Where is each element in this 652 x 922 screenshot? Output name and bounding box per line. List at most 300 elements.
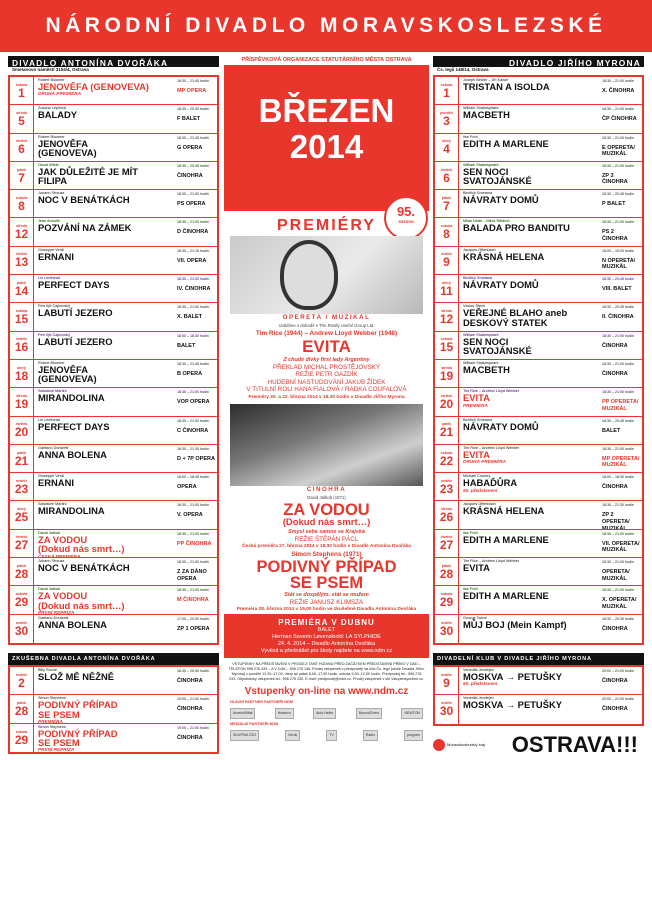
event-time: 16:00 – 19:00 hodin [602,248,634,253]
event-date [10,501,34,528]
event-row[interactable] [435,445,642,473]
event-row[interactable] [10,445,217,473]
event-row[interactable] [10,558,217,586]
event-genre: F BALET [177,116,201,123]
event-time: 18:30 – 21:45 hodin [177,79,209,83]
event-title: ZA VODOU [38,533,88,545]
event-time: 20:00 – 21:00 hodin [602,668,634,673]
event-date [435,530,459,557]
event-row[interactable] [10,303,217,331]
premieres-heading: PREMIÉRY [277,217,376,234]
event-row[interactable] [10,615,217,643]
event-date [10,530,34,557]
event-body [459,360,642,387]
event-title-2: FILIPA [38,175,67,187]
event-title-2: SVATOJÁNSKÉ [463,345,532,357]
event-row[interactable] [435,417,642,445]
event-time: 16:00 – 18:30 hodin [602,475,634,480]
event-row[interactable] [10,134,217,162]
weekday: středa [441,507,452,512]
day-number: 14 [14,283,29,298]
april-note: Vyvěsit a přednášet pro školy najdete na www.ndm.cz [260,648,393,655]
event-note: DRUHÁ PREMIÉRA [463,459,506,465]
event-genre: ZP 2 OPERETA/ MUZIKÁL [602,512,630,529]
weekday: neděle [15,620,28,625]
day-number: 12 [439,312,454,327]
event-time: 18:30 – 21:00 hodin [602,560,634,565]
event-date [435,615,459,643]
event-date [10,218,34,245]
event-title: ANNA BOLENA [38,448,107,460]
event-title-2: DESKOVÝ STATEK [463,316,548,328]
event-credit: Venedikt Jerofejev [463,667,495,672]
partner-logo: Rádio [363,730,378,741]
event-time: 18:30 – 21:30 hodin [177,446,209,451]
event-genre: P BALET [602,201,626,208]
event-time: 18:30 – 21:15 hodin [177,248,209,253]
event-body [34,360,217,387]
day-number: 12 [14,227,29,242]
event-credit: Ilse Pohl [463,587,478,592]
event-credit: Lin Leethead [38,276,60,281]
event-date [435,332,459,359]
credit-line: REŽIE PETR GAZDÍK [295,371,358,379]
club-event-list [433,665,644,726]
event-date [435,501,459,528]
weekday: neděle [15,672,28,677]
event-time: 18:30 – 20:45 hodin [602,305,634,310]
month-banner [224,65,429,211]
event-date [10,695,34,722]
genre-label: OPERETA / MUZIKÁL [282,314,371,321]
event-title: SEN NOCI [463,335,509,347]
event-credit: Robert Bloomer [38,78,65,82]
event-credit: Tim Rice – Andrew Lloyd Webber [463,445,520,450]
studio-title: ZKUŠEBNA DIVADLA ANTONÍNA DVOŘÁKA [8,653,219,665]
day-number: 28 [14,566,29,581]
day-number: 28 [14,703,29,718]
event-row[interactable] [435,388,642,416]
rights-note: Uvádíme v dohodě s The Really Useful Group Ltd. [278,323,375,328]
event-date [435,695,459,723]
day-number: 15 [439,340,454,355]
partner-logo: Auto Heller [313,708,336,719]
event-genre: MP OPERETA/ MUZIKÁL [602,455,640,469]
weekday: sobota [440,591,453,596]
event-title-2: (Dokud nás smrt…) [38,599,125,611]
event-body [34,134,217,161]
weekday: sobota [440,82,453,87]
event-row[interactable] [435,134,642,162]
event-genre: VIII. BALET [602,286,632,293]
event-body [459,530,642,557]
event-body [459,388,642,415]
subtitle: Stát se dospělým, stát se mužem [284,592,369,599]
event-genre: ZP 3 ČINOHRA [602,172,628,186]
event-credit: Lin Leethead [38,417,60,422]
event-time: 19:00 – 21:00 hodin [177,725,209,730]
event-credit: Ilse Pohl [463,134,478,139]
event-time: 18:30 – 21:00 hodin [177,588,209,593]
region-icon [433,739,445,751]
weekday: sobota [440,337,453,342]
weekday: sobota [15,82,28,87]
event-body [34,615,217,643]
day-number: 21 [14,453,29,468]
event-row[interactable] [435,695,642,723]
event-row[interactable] [435,162,642,190]
event-note: 50. představení [463,681,498,687]
event-genre: ČP ČINOHRA [602,116,637,123]
day-number: 1 [443,85,450,100]
event-title-2: (GENOVEVA) [38,147,97,158]
online-tickets-link[interactable]: Vstupenky on-line na www.ndm.cz [244,686,409,698]
event-genre: OPERETA/ MUZIKÁL [602,569,630,582]
partner-logos [224,704,429,722]
weekday: pondělí [440,110,453,115]
event-title: BALADY [38,109,78,121]
event-date [435,105,459,132]
premiere-za-vodou [224,486,429,551]
weekday: úterý [442,139,451,144]
event-genre: ČINOHRA [177,677,203,684]
event-credit: Gaetano Donizetti [38,615,69,620]
premiere-title: ZA VODOU [283,500,370,519]
day-number: 9 [443,255,450,270]
event-genre: ČINOHRA [602,484,628,491]
event-credit: Tim Rice – Andrew Lloyd Webber [463,559,520,564]
event-row[interactable] [10,388,217,416]
event-time: 16:00 – 18:30 hodin [177,333,209,338]
event-body [34,473,217,500]
weekday: úterý [17,365,26,370]
event-row[interactable] [10,586,217,614]
event-genre: PP ČINOHRA [177,540,212,547]
premiere-podivny-pripad [224,551,429,614]
event-row[interactable] [10,105,217,133]
event-time: 18:30 – 21:00 hodin [177,531,209,536]
event-row[interactable] [10,695,217,723]
partner-logo: Deník [285,730,300,741]
weekday: neděle [440,620,453,625]
event-credit: Milan Uhde – Miloš Štědroň [463,219,510,224]
weekday: středa [16,110,27,115]
day-number: 16 [14,340,29,355]
event-row[interactable] [10,360,217,388]
event-credit: Michael Cooney [463,474,491,479]
subtitle: Smysl sebe samos se Krajská [288,528,365,535]
event-date [435,360,459,387]
event-time: 18:30 – 21:00 hodin [177,192,209,197]
day-number: 20 [439,396,454,411]
season-number: 95. [396,204,416,219]
weekday: pátek [16,280,27,285]
event-credit: David Jalbob [38,587,60,592]
event-genre: II. ČINOHRA [602,314,634,321]
event-title: TRISTAN A ISOLDA [463,81,550,92]
event-genre: V. OPERA [177,512,203,519]
event-genre: X. BALET [177,314,203,321]
authors: Simon Stephens (1971) [291,551,362,559]
event-time: 18:30 – 21:00 hodin [177,560,209,565]
event-credit: Venedikt Jerofejev [463,696,495,701]
event-date [435,247,459,274]
day-number: 29 [14,732,29,747]
weekday: sobota [15,591,28,596]
event-body [34,105,217,132]
event-date [10,724,34,752]
event-genre: E OPERETA/ MUZIKÁL [602,144,635,158]
event-row[interactable] [435,473,642,501]
event-body [34,417,217,444]
premiere-title-2: (Dokud nás smrt…) [282,516,371,528]
event-list [8,75,219,645]
event-row[interactable] [435,105,642,133]
day-number: 7 [18,170,25,185]
event-credit: Bedřich Smetana [463,276,493,281]
genre-label: ČINOHRA [306,485,347,493]
weekday: čtvrtek [15,535,28,540]
event-time: 20:00 – 21:00 hodin [602,697,634,702]
event-credit: Johann Strauss [38,191,65,196]
venue-title: DIVADLO JIŘÍHO MYRONA [433,56,644,67]
weekday: čtvrtek [15,422,28,427]
event-row[interactable] [435,190,642,218]
event-body [459,445,642,472]
event-genre: ZP 1 OPERA [177,625,210,632]
credit-line: REŽIE JANUSZ KLIMSZA [289,599,364,607]
event-body [34,695,217,722]
day-number: 19 [439,368,454,383]
event-body [34,332,217,359]
event-date [10,615,34,643]
event-credit: Giuseppe Verdi [38,247,64,252]
event-date [435,218,459,245]
premiere-date: Premiéry 20. a 22. března 2014 v 18,30 hodin v Divadle Jiřího Myrona [248,394,405,400]
event-row[interactable] [10,77,217,105]
event-date [435,558,459,585]
event-title: KRÁSNÁ HELENA [463,505,545,517]
event-time: 18:30 – 21:00 hodin [602,361,634,366]
venue-title: DIVADLO ANTONÍNA DVOŘÁKA [8,56,219,67]
event-title: ERNANI [38,250,74,262]
event-note: PRVNÍ REPRÍZA [38,610,75,614]
event-row[interactable] [435,586,642,614]
partner-logo: Heateco [275,708,294,719]
event-row[interactable] [435,360,642,388]
event-credit: Jacques Offenbach [463,502,496,507]
april-premiere-box [224,614,429,658]
day-number: 8 [443,227,450,242]
event-time: 18:30 – 21:00 hodin [602,79,634,83]
event-time: 18:30 – 21:00 hodin [602,446,634,451]
event-time: 18:30 – 21:00 hodin [602,163,634,168]
event-date [435,162,459,189]
event-title: EDITH A MARLENE [463,533,549,545]
event-credit: Simon Stephens [38,724,66,729]
event-row[interactable] [435,247,642,275]
event-row[interactable] [435,332,642,360]
event-row[interactable] [10,275,217,303]
event-title-2: SVATOJÁNSKÉ [463,175,532,187]
event-row[interactable] [435,275,642,303]
credit-line: REŽIE ŠTĚPÁN PÁCL [294,535,359,543]
event-genre: VII. OPERETA/ MUZIKÁL [602,540,640,554]
event-title: KRÁSNÁ HELENA [463,250,545,262]
weekday: neděle [440,672,453,677]
event-row[interactable] [10,218,217,246]
event-row[interactable] [10,247,217,275]
premiere-date: Česká premiéra 27. března 2014 v 18,30 hodin v Divadle Antonína Dvořáka [242,544,411,550]
weekday: čtvrtek [15,252,28,257]
day-number: 4 [443,142,450,157]
authors: David Jalbob (1971) [307,494,346,500]
event-row[interactable] [10,332,217,360]
event-row[interactable] [10,501,217,529]
event-row[interactable] [10,473,217,501]
event-row[interactable] [435,501,642,529]
event-body [459,218,642,245]
event-time: 18:30 – 20:30 hodin [177,668,209,673]
partner-logo: program [404,730,423,741]
event-credit: Giuseppe Verdi [38,474,64,479]
april-heading: PREMIÉRA V DUBNU [278,618,375,628]
event-title: MIRANDOLINA [38,505,105,517]
event-date [10,445,34,472]
event-note: 50. představení [463,487,498,493]
event-time: 18:30 – 21:00 hodin [602,135,634,140]
event-row[interactable] [435,615,642,643]
event-credit: David Jalbob [38,530,60,535]
event-title: EVITA [463,392,490,404]
weekday: úterý [442,280,451,285]
event-row[interactable] [10,530,217,558]
day-number: 29 [439,594,454,609]
event-row[interactable] [10,667,217,695]
event-genre: D ČINOHRA [177,229,209,236]
event-credit: Billy Roche [38,667,57,672]
event-date [10,473,34,500]
event-body [34,667,217,694]
weekday: pátek [16,563,27,568]
event-time: 18:30 – 21:00 hodin [602,390,634,395]
subtitle: Z chudé dívky first lady Argentiny [283,357,370,363]
event-credit: William Shakespeare [463,106,499,111]
event-body [459,303,642,330]
za-vodou-photo [230,404,423,486]
event-credit: Robert Bloomer [38,134,65,139]
authors: Tim Rice (1944) – Andrew Lloyd Webber (1948) [255,330,398,337]
event-time: 18:30 – 20:45 hodin [177,163,209,168]
event-date [10,77,34,104]
event-genre: ČINOHRA [602,625,628,632]
event-credit: Oscar Wilde [38,162,59,167]
event-date [10,303,34,330]
event-time: 18:30 – 21:00 hodin [177,390,209,395]
event-genre: OPERA [177,484,197,491]
event-body [459,615,642,643]
theatre-title: NÁRODNÍ DIVADLO MORAVSKOSLEZSKÉ [0,0,652,52]
event-row[interactable] [10,162,217,190]
event-genre: PS OPERA [177,201,206,208]
event-row[interactable] [435,530,642,558]
event-body [459,275,642,302]
venue-address: Čs. legií 148/14, Ostrava [437,67,489,72]
month: BŘEZEN [258,92,395,129]
event-date [435,134,459,161]
day-number: 9 [443,675,450,690]
event-time: 18:30 – 21:00 hodin [602,588,634,593]
event-title: EVITA [463,562,490,574]
event-row[interactable] [435,77,642,105]
day-number: 6 [443,170,450,185]
event-body [34,275,217,302]
event-row[interactable] [10,417,217,445]
region-logo: Moravskoslezský kraj [433,739,485,751]
event-row[interactable] [10,724,217,752]
event-note: PREMIÉRA [38,719,63,723]
weekday: neděle [15,478,28,483]
event-body [34,247,217,274]
event-credit: Salvatore Martini [38,502,67,507]
event-credit: Zuzana Lepilová [38,106,66,111]
event-note: PRVNÍ REPRÍZA [38,747,75,752]
event-body [459,586,642,613]
organization-line: PŘÍSPĚVKOVÁ ORGANIZACE STATUTÁRNÍHO MĚSTA OSTRAVA [241,57,412,63]
event-row[interactable] [435,667,642,695]
event-time: 18:30 – 21:00 hodin [602,333,634,338]
event-note: ČESKÁ PREMIÉRA [38,553,81,558]
event-time: 18:30 – 20:45 hodin [602,192,634,197]
event-date [435,473,459,500]
event-date [435,77,459,104]
event-credit: Jean Anouilh [38,219,60,224]
event-body [34,190,217,217]
premiere-title: EVITA [302,337,351,356]
event-genre: PS 2 ČINOHRA [602,229,628,243]
event-time: 18:30 – 21:00 hodin [177,277,209,282]
event-genre: X. OPERETA/ MUZIKÁL [602,597,637,610]
event-row[interactable] [435,303,642,331]
event-body [459,105,642,132]
weekday: čtvrtek [440,535,453,540]
event-row[interactable] [435,558,642,586]
event-title: NÁVRATY DOMŮ [463,420,539,432]
event-title: SLOŽ MĚ NĚŽNĚ [38,670,115,682]
event-body [459,695,642,723]
media-partner-logos [224,726,429,744]
event-genre: ČINOHRA [177,734,203,741]
weekday: pátek [16,700,27,705]
event-credit: Bedřich Smetana [463,417,493,422]
day-number: 20 [14,425,29,440]
event-date [435,445,459,472]
event-title: JENOVĚFA [38,363,89,375]
weekday: pátek [441,422,452,427]
weekday: sobota [15,309,28,314]
weekday: středa [16,393,27,398]
event-credit: William Shakespeare [463,360,499,365]
day-number: 18 [14,368,29,383]
club-title: DIVADELNÍ KLUB V DIVADLE JIŘÍHO MYRONA [433,653,644,665]
event-genre: C ČINOHRA [177,427,209,434]
event-row[interactable] [10,190,217,218]
venue-address: Smetanovo náměstí 3104/4, Ostrava [12,67,89,72]
event-time: 18:30 – 21:30 hodin [602,503,634,508]
premiere-title-2: SE PSEM [289,574,364,593]
event-time: 18:30 – 20:45 hodin [602,277,634,282]
event-row[interactable] [435,218,642,246]
